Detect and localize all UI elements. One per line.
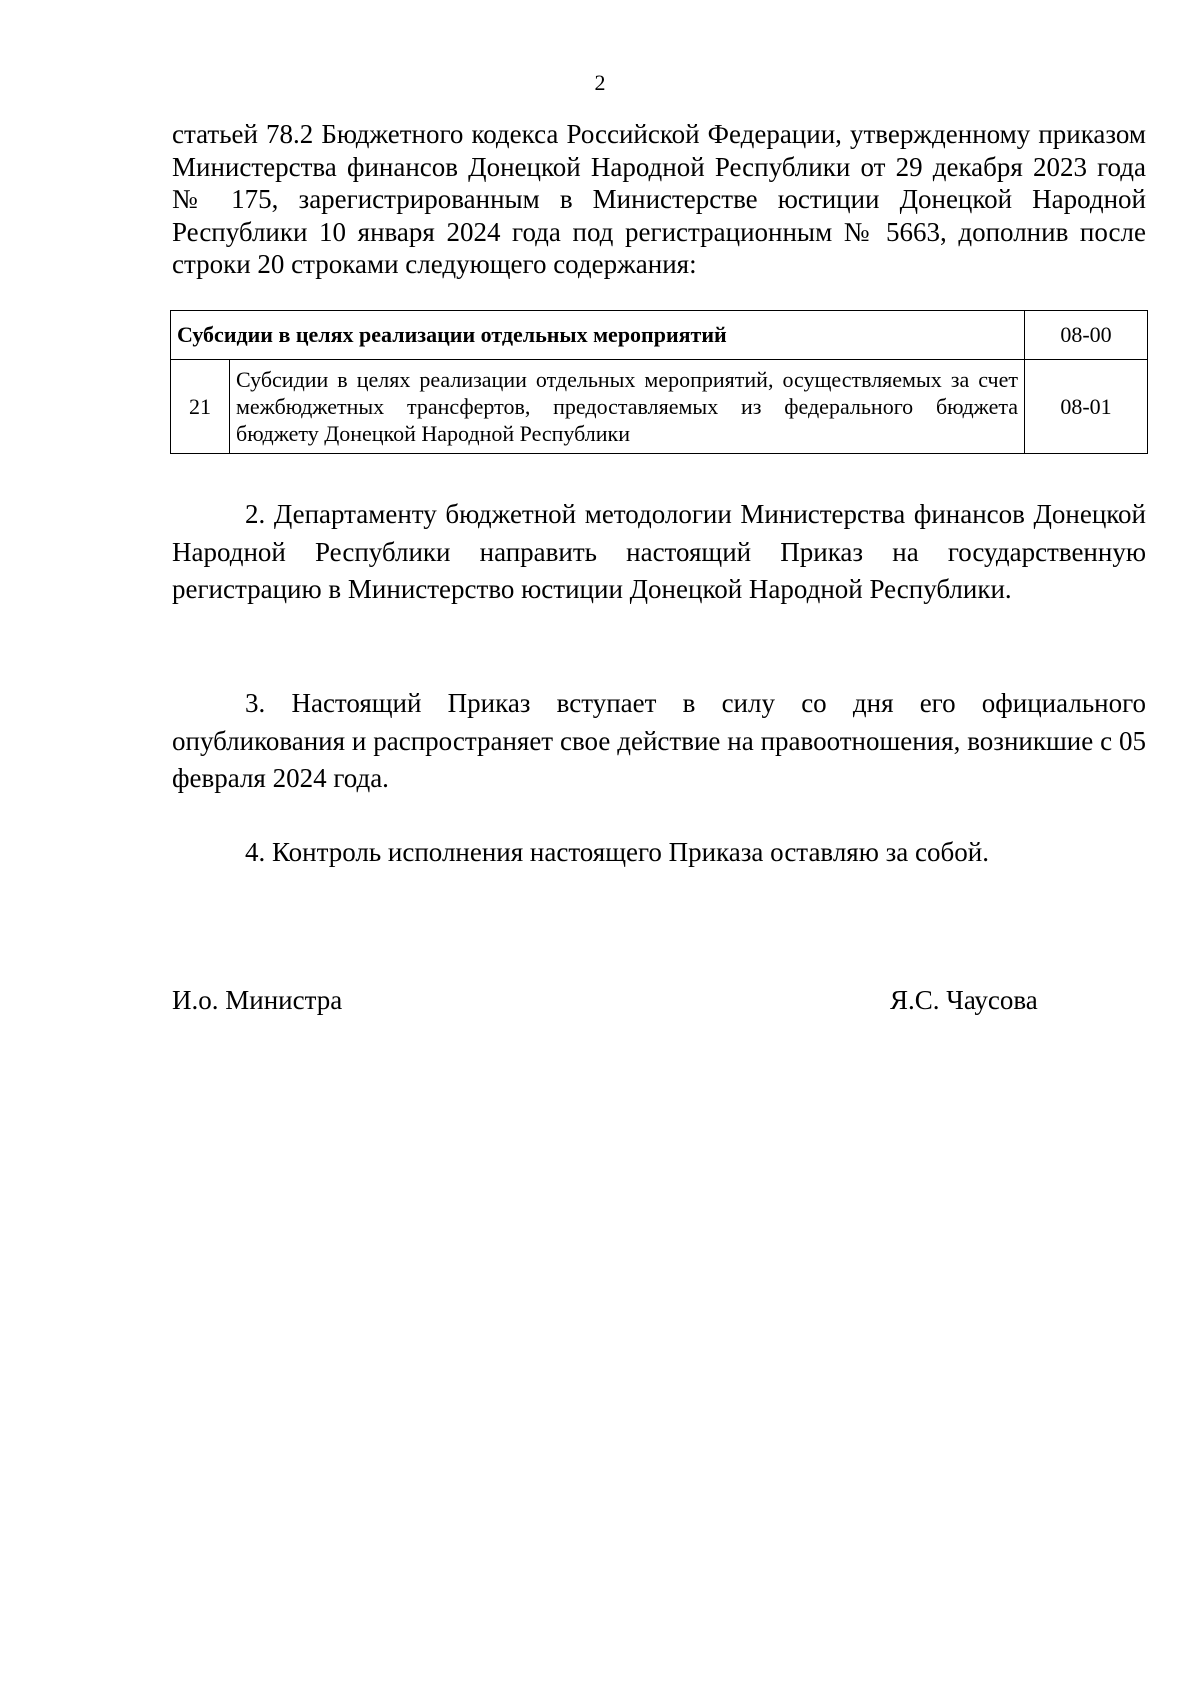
- table-row-description: Субсидии в целях реализации отдельных мероприятий, осуществляемых за счет межбюджетных трансфертов, предоставляемых из федерального бюджета бюджету Донецкой Народной Республики: [230, 360, 1025, 454]
- intro-paragraph: статьей 78.2 Бюджетного кодекса Российской Федерации, утвержденному приказом Министерства финансов Донецкой Народной Республики от 29 декабря 2023 года № 175, зарегистрированным в Министерстве юстиции Донецкой Народной Республики 10 января 2024 года под регистрационным № 5663, дополнив после строки 20 строками следующего содержания:: [172, 119, 1146, 279]
- table-row: [171, 360, 1148, 454]
- table-header-label: Субсидии в целях реализации отдельных мероприятий: [171, 311, 1025, 360]
- table-header-code: 08-00: [1025, 311, 1148, 360]
- table-row-number: 21: [171, 360, 230, 454]
- signatory-name: Я.С. Чаусова: [890, 985, 1038, 1015]
- paragraph-2: 2. Департаменту бюджетной методологии Министерства финансов Донецкой Народной Республики направить настоящий Приказ на государственную регистрацию в Министерство юстиции Донецкой Народной Республики.: [172, 499, 1146, 604]
- page-number: 2: [594, 70, 606, 95]
- table-header-row: [171, 311, 1148, 360]
- table-row-code: 08-01: [1025, 360, 1148, 454]
- codes-table: [170, 310, 1148, 454]
- paragraph-3: 3. Настоящий Приказ вступает в силу со дня его официального опубликования и распространяет свое действие на правоотношения, возникшие с 05 февраля 2024 года.: [172, 688, 1146, 793]
- paragraph-4: 4. Контроль исполнения настоящего Приказа оставляю за собой.: [245, 837, 989, 867]
- signatory-title: И.о. Министра: [172, 985, 343, 1015]
